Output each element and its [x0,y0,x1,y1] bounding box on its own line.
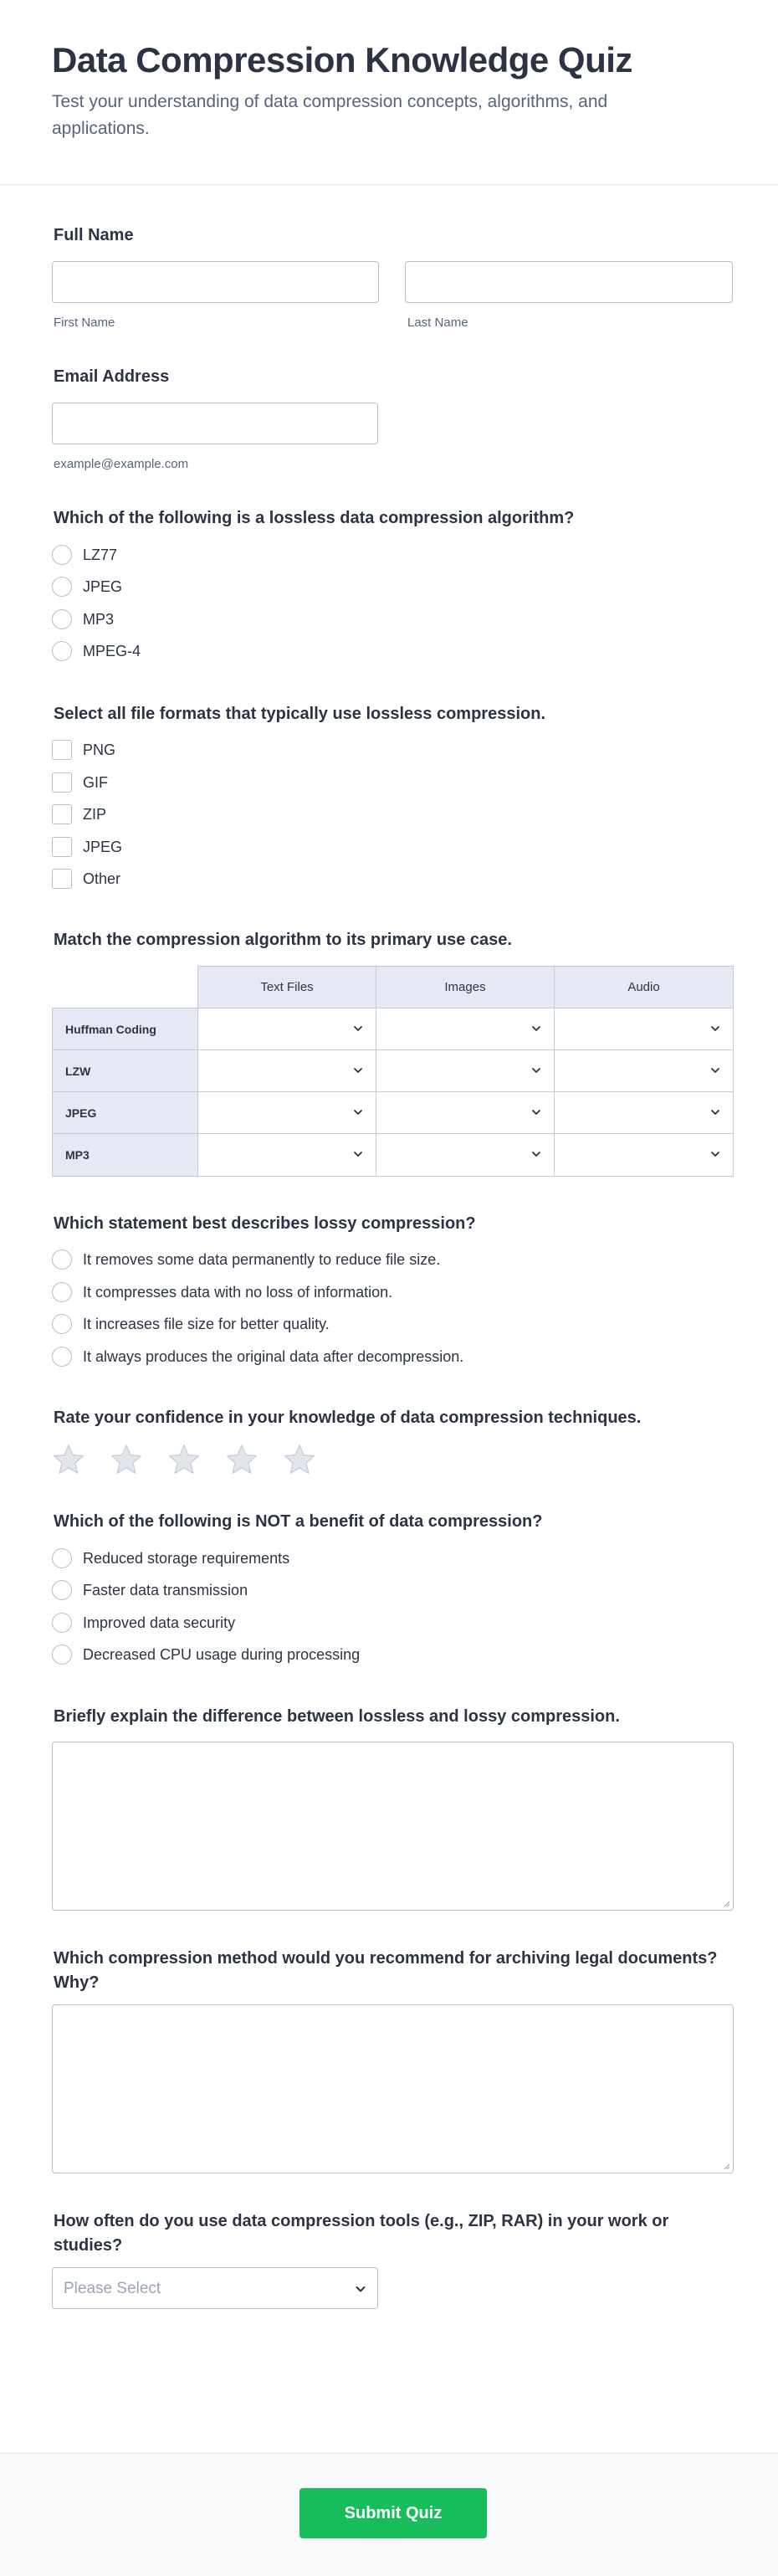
radio-button[interactable] [52,1580,72,1600]
q6-option-label: Decreased CPU usage during processing [83,1645,361,1663]
chevron-down-icon [709,1148,721,1160]
chevron-down-icon [530,1106,542,1118]
checkbox[interactable] [52,804,72,824]
submit-button[interactable]: Submit Quiz [299,2488,487,2538]
checkbox[interactable] [52,837,72,857]
form-subtitle: Test your understanding of data compression concepts, algorithms, and applications. [52,92,608,138]
radio-button[interactable] [52,641,72,661]
q2-option[interactable] [52,738,115,762]
q8-label: Which compression method would you recommend for archiving legal documents? Why? [54,1949,718,1992]
select-placeholder: Please Select [64,2280,161,2297]
chevron-down-icon [352,1023,364,1034]
matrix-row-header: LZW [52,1049,198,1092]
q6-option[interactable] [52,1611,235,1634]
matrix-dropdown[interactable] [197,1049,376,1092]
frequency-select[interactable] [52,2267,378,2309]
q8-textarea[interactable] [52,2004,734,2173]
q4-option-label: It always produces the original data after decompression. [83,1347,464,1365]
q1-option[interactable] [52,575,122,598]
q2-option-label: GIF [83,773,108,791]
matching-matrix [52,966,734,1177]
star-icon[interactable] [52,1443,85,1476]
q2-option[interactable] [52,835,122,859]
q1-option-label: MPEG-4 [83,642,141,659]
q4-option[interactable] [52,1312,330,1336]
q1-option-label: JPEG [83,577,123,595]
q6-option-label: Reduced storage requirements [83,1549,290,1567]
resize-handle-icon[interactable] [722,2162,730,2170]
q6-option[interactable] [52,1547,289,1570]
matrix-row-header: MP3 [52,1133,198,1177]
matrix-column-header: Audio [554,966,734,1008]
star-icon[interactable] [225,1443,258,1476]
full-name-label: Full Name [54,226,134,244]
q1-option-label: MP3 [83,610,115,628]
q6-option-label: Faster data transmission [83,1581,248,1598]
q6-label: Which of the following is NOT a benefit of data compression? [54,1512,543,1531]
radio-button[interactable] [52,577,72,597]
chevron-down-icon [354,2282,367,2296]
q7-label: Briefly explain the difference between lossless and lossy compression. [54,1707,620,1726]
radio-button[interactable] [52,545,72,565]
q4-option-label: It increases file size for better quality. [83,1315,330,1332]
matrix-dropdown[interactable] [197,1133,376,1177]
q2-label: Select all file formats that typically use lossless compression. [54,705,546,723]
chevron-down-icon [709,1023,721,1034]
matrix-dropdown[interactable] [197,1091,376,1134]
q4-option[interactable] [52,1345,463,1368]
q4-option-label: It compresses data with no loss of information. [83,1283,393,1301]
q4-option[interactable] [52,1248,440,1271]
q4-label: Which statement best describes lossy compression? [54,1214,476,1233]
last-name-sublabel: Last Name [407,316,468,330]
q2-option-label: Other [83,870,121,887]
q1-option[interactable] [52,543,117,567]
matrix-dropdown[interactable] [554,1091,734,1134]
q2-option[interactable] [52,867,120,890]
radio-button[interactable] [52,1250,72,1270]
checkbox[interactable] [52,772,72,793]
q7-textarea[interactable] [52,1742,734,1911]
q3-label: Match the compression algorithm to its primary use case. [54,931,512,949]
matrix-dropdown[interactable] [554,1133,734,1177]
chevron-down-icon [530,1148,542,1160]
q1-option[interactable] [52,639,141,663]
matrix-dropdown[interactable] [554,1049,734,1092]
q6-option[interactable] [52,1643,360,1666]
q1-option-label: LZ77 [83,546,118,563]
q5-label: Rate your confidence in your knowledge of data compression techniques. [54,1409,642,1427]
q6-option-label: Improved data security [83,1614,236,1631]
star-rating [52,1443,340,1476]
q1-label: Which of the following is a lossless data compression algorithm? [54,509,575,527]
matrix-column-header: Images [376,966,555,1008]
first-name-sublabel: First Name [54,316,115,330]
radio-button[interactable] [52,609,72,629]
matrix-dropdown[interactable] [376,1049,555,1092]
chevron-down-icon [709,1065,721,1076]
q2-option[interactable] [52,771,108,794]
email-label: Email Address [54,367,170,386]
q4-option-label: It removes some data permanently to reduce file size. [83,1250,441,1268]
star-icon[interactable] [283,1443,316,1476]
radio-button[interactable] [52,1347,72,1367]
matrix-column-header: Text Files [197,966,376,1008]
last-name-input[interactable] [405,261,733,303]
q4-option[interactable] [52,1280,392,1304]
matrix-dropdown[interactable] [376,1008,555,1050]
form-header [0,0,778,185]
q9-label: How often do you use data compression tools (e.g., ZIP, RAR) in your work or studies? [54,2212,669,2255]
radio-button[interactable] [52,1645,72,1665]
matrix-dropdown[interactable] [197,1008,376,1050]
chevron-down-icon [352,1148,364,1160]
first-name-input[interactable] [52,261,379,303]
radio-button[interactable] [52,1548,72,1568]
q2-option-label: ZIP [83,805,107,823]
radio-button[interactable] [52,1314,72,1334]
q6-option[interactable] [52,1578,248,1602]
matrix-row-header: Huffman Coding [52,1008,198,1050]
matrix-dropdown[interactable] [554,1008,734,1050]
star-icon[interactable] [110,1443,143,1476]
checkbox[interactable] [52,740,72,760]
radio-button[interactable] [52,1613,72,1633]
q2-option-label: JPEG [83,838,123,855]
chevron-down-icon [530,1065,542,1076]
form-title: Data Compression Knowledge Quiz [52,40,632,80]
radio-button[interactable] [52,1282,72,1302]
resize-handle-icon[interactable] [722,1899,730,1907]
q2-option[interactable] [52,803,106,826]
q2-option-label: PNG [83,741,116,758]
matrix-dropdown[interactable] [376,1091,555,1134]
chevron-down-icon [530,1023,542,1034]
checkbox[interactable] [52,869,72,889]
email-input[interactable] [52,403,378,444]
q1-option[interactable] [52,608,114,631]
chevron-down-icon [352,1065,364,1076]
matrix-dropdown[interactable] [376,1133,555,1177]
matrix-row-header: JPEG [52,1091,198,1134]
chevron-down-icon [709,1106,721,1118]
email-sublabel: example@example.com [54,457,189,471]
star-icon[interactable] [167,1443,201,1476]
chevron-down-icon [352,1106,364,1118]
